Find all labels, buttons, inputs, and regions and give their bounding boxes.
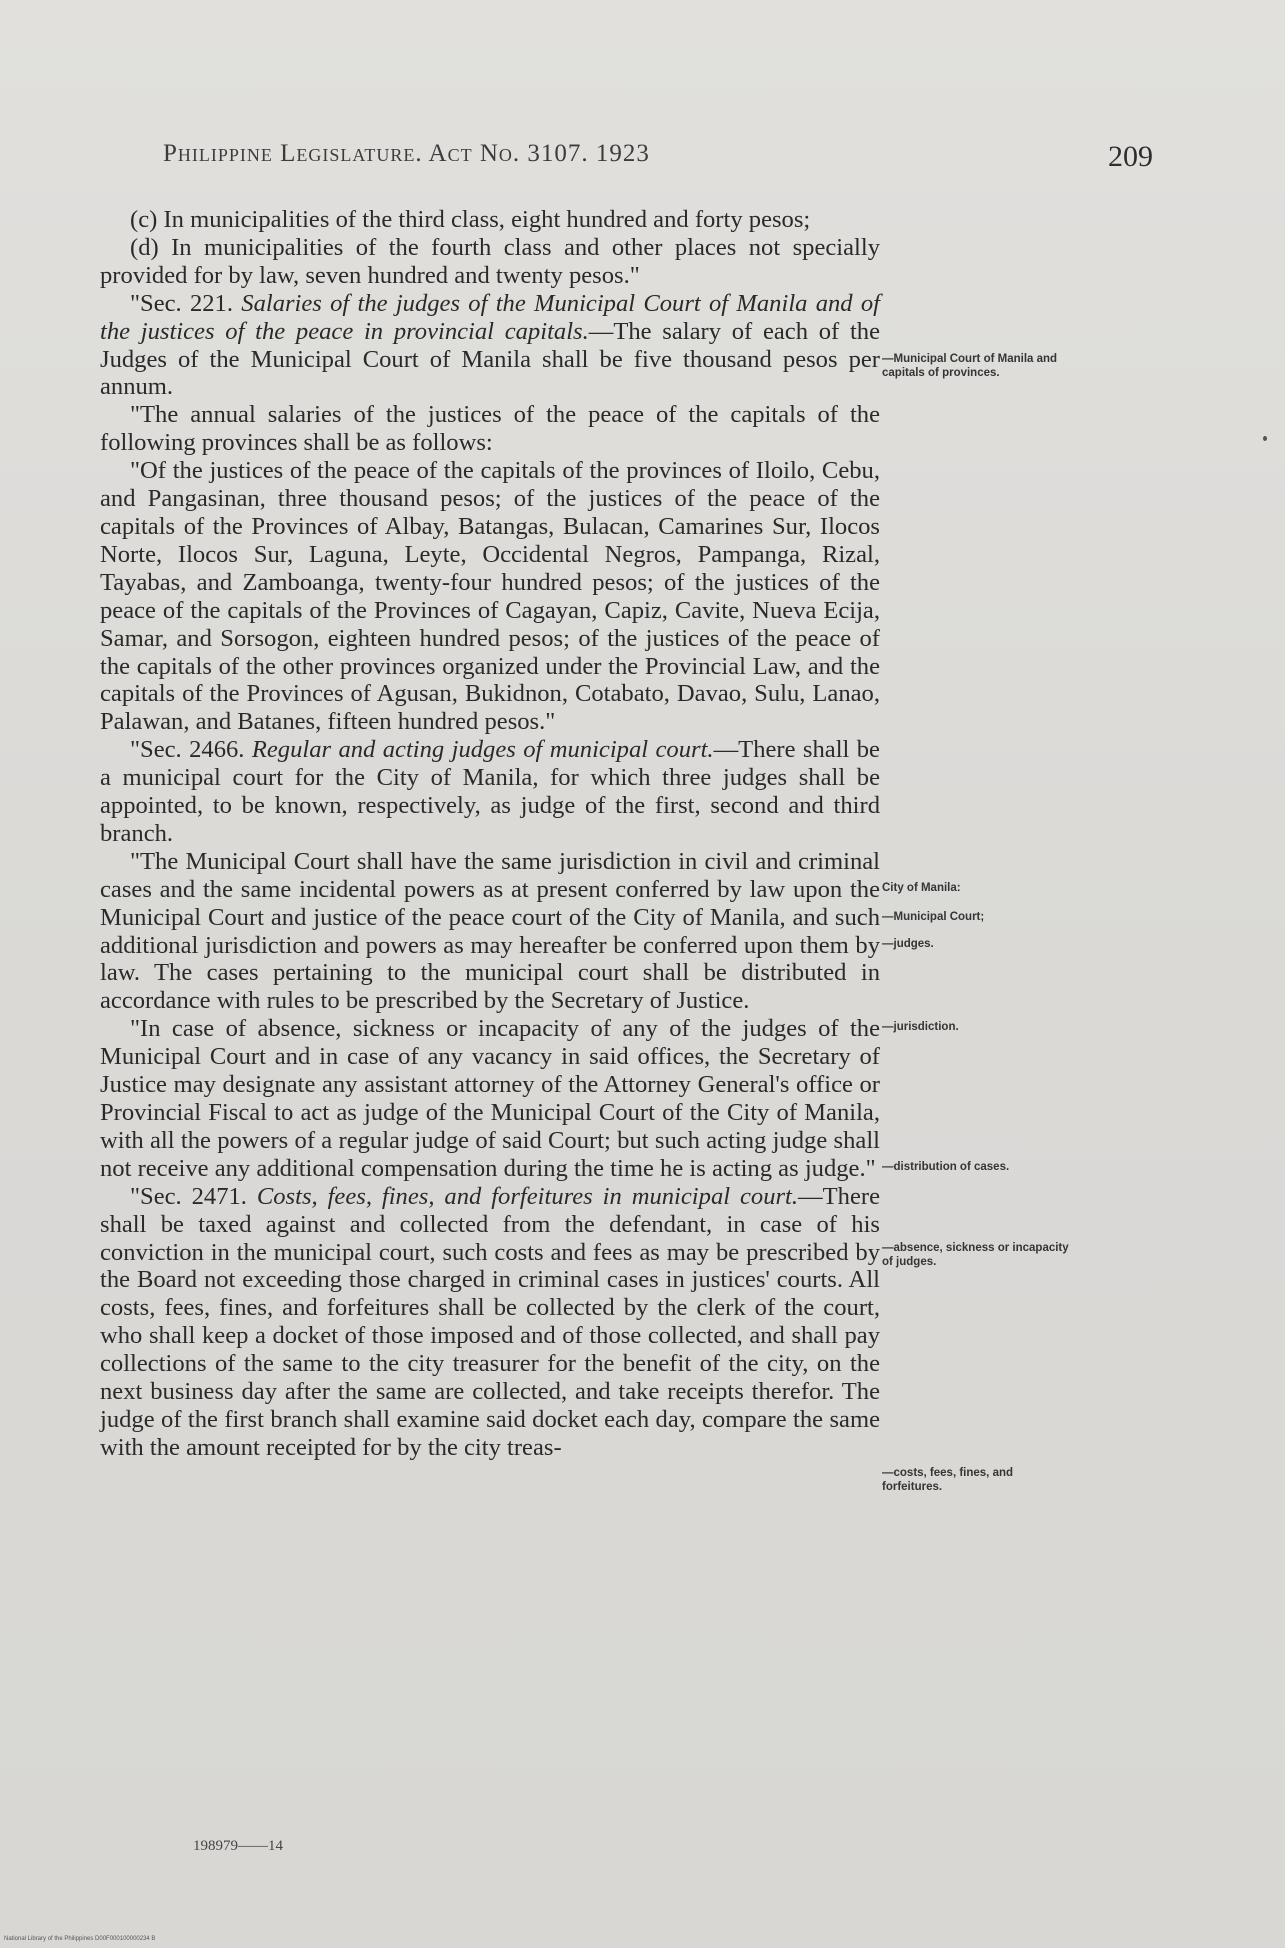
paragraph-jurisdiction: "The Municipal Court shall have the same jurisdiction in civil and criminal cases and the same incidental powers as at present conferred by law upon the Municipal Court and justice of the peace court of the City of Manila, and such additional jurisdiction and powers as may hereafter be conferred upon them by law. The cases pertaining to the municipal court shall be distributed in accordance with rules to be prescribed by the Secretary of Justice.	[100, 847, 880, 1015]
scan-speck	[1263, 436, 1267, 441]
margin-note-costs: —costs, fees, fines, and forfeitures.	[882, 1467, 1014, 1493]
paragraph-absence: "In case of absence, sickness or incapacity of any of the judges of the Municipal Court and in case of any vacancy in said offices, the Secretary of Justice may designate any assistant attorney of the Attorney General's office or Provincial Fiscal to act as judge of the Municipal Court of the City of Manila, with all the powers of a regular judge of said Court; but such acting judge shall not receive any additional compensation during the time he is acting as judge."	[100, 1015, 880, 1182]
scan-credit: National Library of the Philippines D00F000100000234 B	[4, 1936, 156, 1942]
paragraph-annual-salaries: "The annual salaries of the justices of the peace of the capitals of the following provinces shall be as follows:	[100, 401, 880, 457]
running-head: Philippine Legislature. Act No. 3107. 1923	[163, 140, 650, 167]
sec-221-text: —The salary of each of the Judges of the Municipal Court of Manila shall be five thousand pesos per annum.	[100, 317, 880, 401]
sec-2466-lead: "Sec. 2466.	[130, 736, 252, 764]
margin-note-jurisdiction: —jurisdiction.	[882, 1021, 959, 1033]
sec-221-lead: "Sec. 221.	[130, 289, 242, 317]
margin-note-municipal-court: —Municipal Court;	[882, 911, 985, 923]
sec-2471-title: Costs, fees, fines, and forfeitures in municipal court.	[256, 1182, 799, 1210]
margin-note-distribution: —distribution of cases.	[882, 1161, 1010, 1173]
signature-mark: 198979——14	[193, 1838, 283, 1854]
sec-2471-lead: "Sec. 2471.	[130, 1182, 257, 1210]
paragraph-sec-2466	[100, 736, 880, 848]
paragraph-d: (d) In municipalities of the fourth class and other places not specially provided for by law, seven hundred and twenty pesos."	[100, 233, 880, 289]
paragraph-sec-221	[100, 290, 880, 402]
margin-note-municipal-court-manila: —Municipal Court of Manila and capitals of provinces.	[882, 353, 1058, 379]
body-text	[100, 206, 880, 1462]
margin-note-city-of-manila: City of Manila:	[882, 882, 961, 894]
sec-2466-text: —There shall be a municipal court for the City of Manila, for which three judges shall be appointed, to be known, respectively, as judge of the first, second and third branch.	[100, 736, 880, 847]
paragraph-c: (c) In municipalities of the third class, eight hundred and forty pesos;	[130, 206, 811, 233]
margin-note-absence: —absence, sickness or incapacity of judges.	[882, 1242, 1069, 1268]
margin-note-judges: —judges.	[882, 938, 934, 950]
sec-221-title: Salaries of the judges of the Municipal Court of Manila and of the justices of the peace in provincial capitals.	[100, 289, 880, 345]
paragraph-province-salaries: "Of the justices of the peace of the capitals of the provinces of Iloilo, Cebu, and Pangasinan, three thousand pesos; of the justices of the peace of the capitals of the Provinces of Albay, Batangas, Bulacan, Camarines Sur, Ilocos Norte, Ilocos Sur, Laguna, Leyte, Occidental Negros, Pampanga, Rizal, Tayabas, and Zamboanga, twenty-four hundred pesos; of the justices of the peace of the capitals of the Provinces of Cagayan, Capiz, Cavite, Nueva Ecija, Samar, and Sorsogon, eighteen hundred pesos; of the justices of the peace of the capitals of the other provinces organized under the Provincial Law, and the capitals of the Provinces of Agusan, Bukidnon, Cotabato, Davao, Sulu, Lanao, Palawan, and Batanes, fifteen hundred pesos."	[100, 457, 880, 736]
sec-2471-text: —There shall be taxed against and collected from the defendant, in case of his conviction in the municipal court, such costs and fees as may be prescribed by the Board not exceeding those charged in criminal cases in justices' courts. All costs, fees, fines, and forfeitures shall be collected by the clerk of the court, who shall keep a docket of those imposed and of those collected, and shall pay collections of the same to the city treasurer for the benefit of the city, on the next business day after the same are collected, and take receipts therefor. The judge of the first branch shall examine said docket each day, compare the same with the amount receipted for by the city treas-	[100, 1182, 880, 1461]
page-number: 209	[1108, 140, 1153, 173]
sec-2466-title: Regular and acting judges of municipal court.	[251, 736, 714, 764]
margin-notes	[882, 0, 1082, 1948]
paragraph-sec-2471	[100, 1183, 880, 1462]
